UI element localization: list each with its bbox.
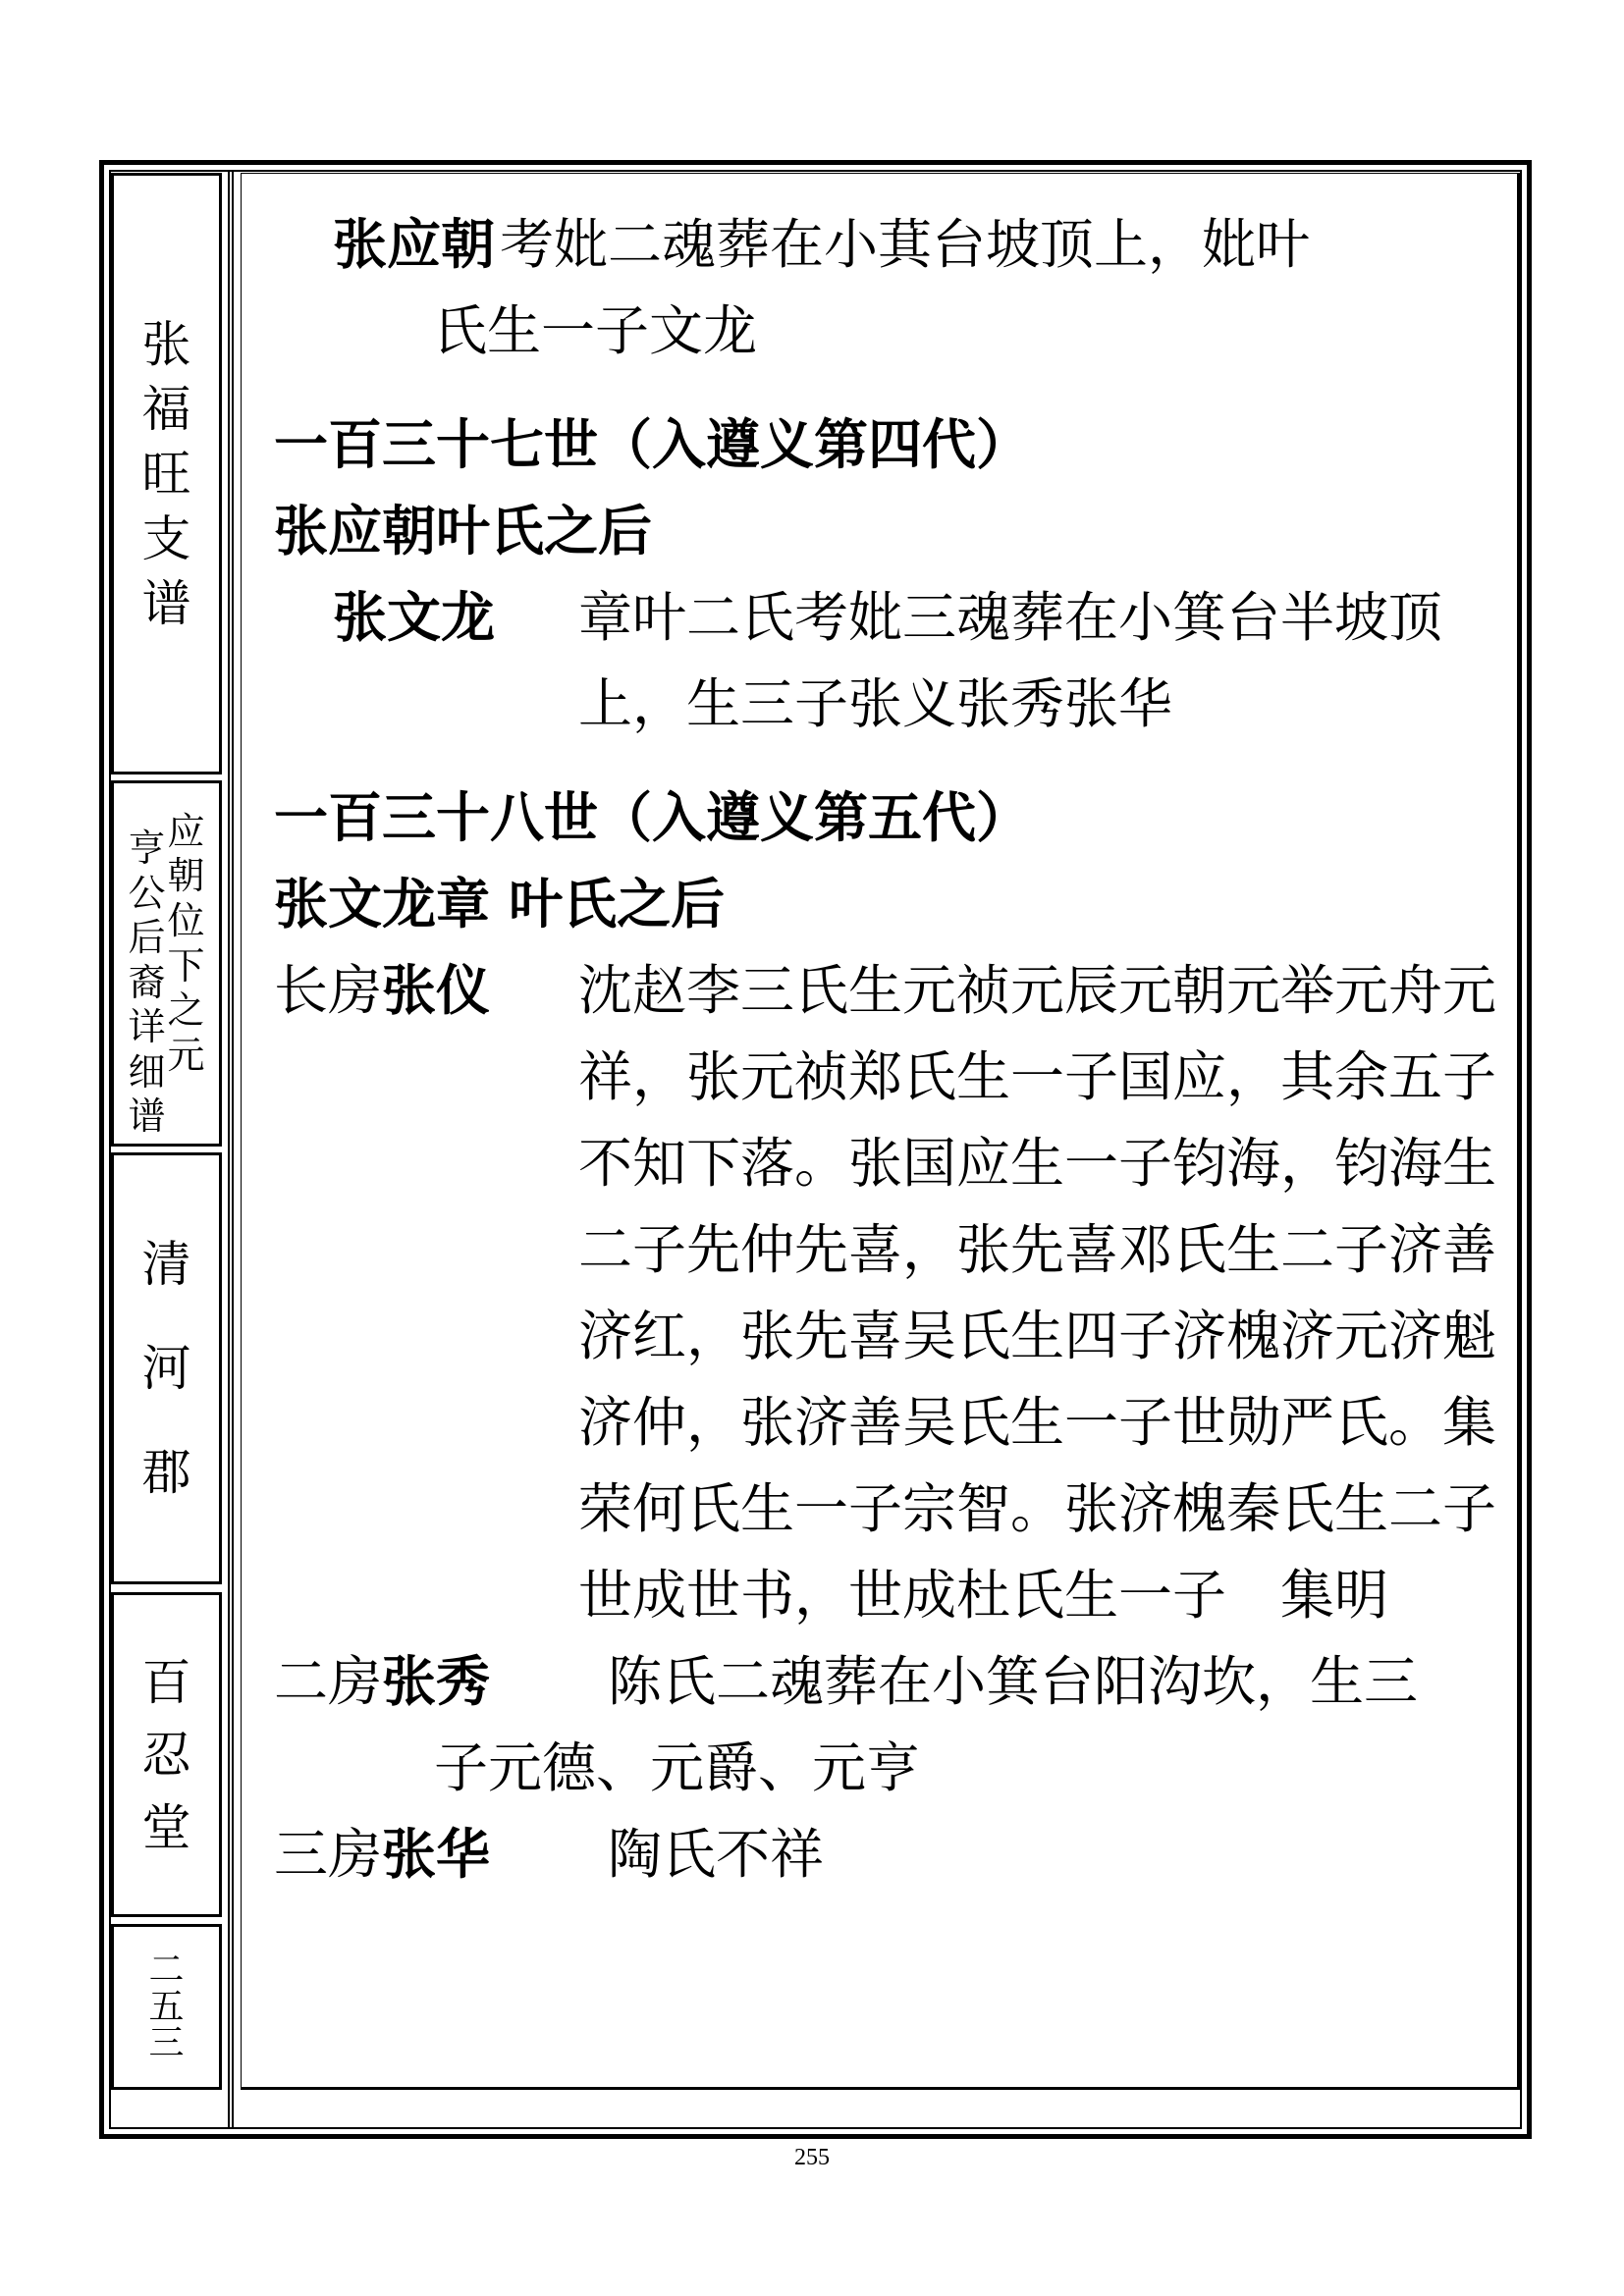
entry-text-continued: 氏生一子文龙 <box>433 299 758 362</box>
generation-title: 一百三十八世（入遵义第五代） <box>274 785 1031 849</box>
entry-zhang-xiu <box>274 1638 1511 1811</box>
sidebar-region-box <box>111 1152 222 1584</box>
entry-zhang-hua <box>274 1811 1511 1897</box>
entry-name: 张文龙 <box>333 585 496 649</box>
entry-house-prefix: 三房 <box>274 1823 383 1886</box>
sidebar-subtitle-char: 谱 <box>128 1095 166 1139</box>
sidebar-subtitle-char: 朝 <box>167 854 205 898</box>
entry-text: 章叶二氏考妣三魂葬在小箕台半坡顶上，生三子张义张秀张华 <box>578 586 1443 735</box>
sidebar-subtitle-char: 元 <box>167 1033 205 1077</box>
entry-row <box>333 574 1511 747</box>
entry-text: 陶氏不祥 <box>608 1823 825 1886</box>
sidebar-hall-char: 堂 <box>141 1798 191 1856</box>
entry-row <box>333 201 1511 288</box>
generation-title: 一百三十七世（入遵义第四代） <box>274 412 1031 476</box>
sidebar-subtitle-right-column <box>168 810 205 1079</box>
entry-name: 张华 <box>382 1822 491 1886</box>
entry-row <box>274 1638 1511 1725</box>
entry-zhang-yingchao <box>274 201 1511 374</box>
sidebar-region-char: 河 <box>141 1340 191 1397</box>
sidebar-subtitle-char: 位 <box>167 898 205 942</box>
sidebar-subtitle-char: 后 <box>128 916 166 960</box>
sidebar-page-char: 三 <box>148 2023 185 2064</box>
entry-house-prefix: 长房 <box>274 959 383 1022</box>
entry-name-group <box>274 1811 608 1897</box>
sidebar-subtitle-char: 公 <box>128 871 166 915</box>
sidebar-title-char: 旺 <box>141 445 191 503</box>
sidebar-title-char: 张 <box>141 315 191 373</box>
sidebar-hall-char: 忍 <box>141 1726 191 1784</box>
sidebar-page-box <box>111 1924 222 2090</box>
sidebar-subtitle-char: 之 <box>167 988 205 1033</box>
entry-house-prefix: 二房 <box>274 1650 383 1713</box>
lineage-heading: 张应朝叶氏之后 <box>274 499 653 562</box>
sidebar-subtitle-char: 裔 <box>128 960 166 1004</box>
sidebar-divider <box>228 170 234 2129</box>
sidebar-subtitle-left-column <box>128 827 165 1140</box>
page-number: 255 <box>794 2145 830 2170</box>
entry-text-continued: 子元德、元爵、元亨 <box>434 1736 921 1799</box>
sidebar-title-char: 福 <box>141 380 191 438</box>
sidebar-subtitle-char: 下 <box>167 943 205 988</box>
entry-text: 沈赵李三氏生元祯元辰元朝元举元舟元祥，张元祯郑氏生一子国应，其余五子不知下落。张国应生一子钧海，钧海生二子先仲先喜，张先喜邓氏生二子济善济红，张先喜吴氏生四子济槐济元济魁济仲，张济善吴氏生一子世勋严氏。集荣何氏生一子宗智。张济槐秦氏生二子世成世书，世成杜氏生一子 集明 <box>578 959 1497 1627</box>
sidebar-region-char: 郡 <box>141 1444 191 1501</box>
entry-name-group <box>274 1638 608 1725</box>
sidebar-region-char: 清 <box>141 1236 191 1293</box>
sidebar-subtitle-char: 详 <box>128 1005 166 1049</box>
entry-text: 陈氏二魂葬在小箕台阳沟坎，生三 <box>608 1650 1419 1713</box>
entry-name-group <box>274 947 578 1034</box>
lineage-heading: 张文龙章 叶氏之后 <box>274 872 726 935</box>
entry-zhang-wenlong <box>274 574 1511 747</box>
entry-name: 张仪 <box>382 958 491 1022</box>
entry-name: 张秀 <box>382 1649 491 1713</box>
sidebar-title-char: 谱 <box>141 574 191 632</box>
sidebar-hall-box <box>111 1592 222 1917</box>
sidebar-subtitle-char: 应 <box>167 809 205 853</box>
entry-name: 张应朝 <box>333 212 496 276</box>
entry-zhang-yi <box>274 947 1511 1638</box>
sidebar-subtitle-char: 细 <box>128 1049 166 1094</box>
sidebar-hall-char: 百 <box>141 1653 191 1711</box>
sidebar-page-char: 二 <box>148 1949 185 1990</box>
entry-text: 考妣二魂葬在小萁台坡顶上，妣叶 <box>500 213 1311 276</box>
sidebar-title-char: 支 <box>141 509 191 567</box>
entry-row <box>274 1811 1511 1897</box>
sidebar-subtitle-char: 亨 <box>128 826 166 870</box>
sidebar-subtitle-box <box>111 780 222 1147</box>
sidebar-title-box <box>111 173 222 774</box>
sidebar-page-char: 五 <box>148 1986 185 2027</box>
entry-row <box>274 947 1511 1638</box>
genealogy-content <box>274 201 1511 1897</box>
